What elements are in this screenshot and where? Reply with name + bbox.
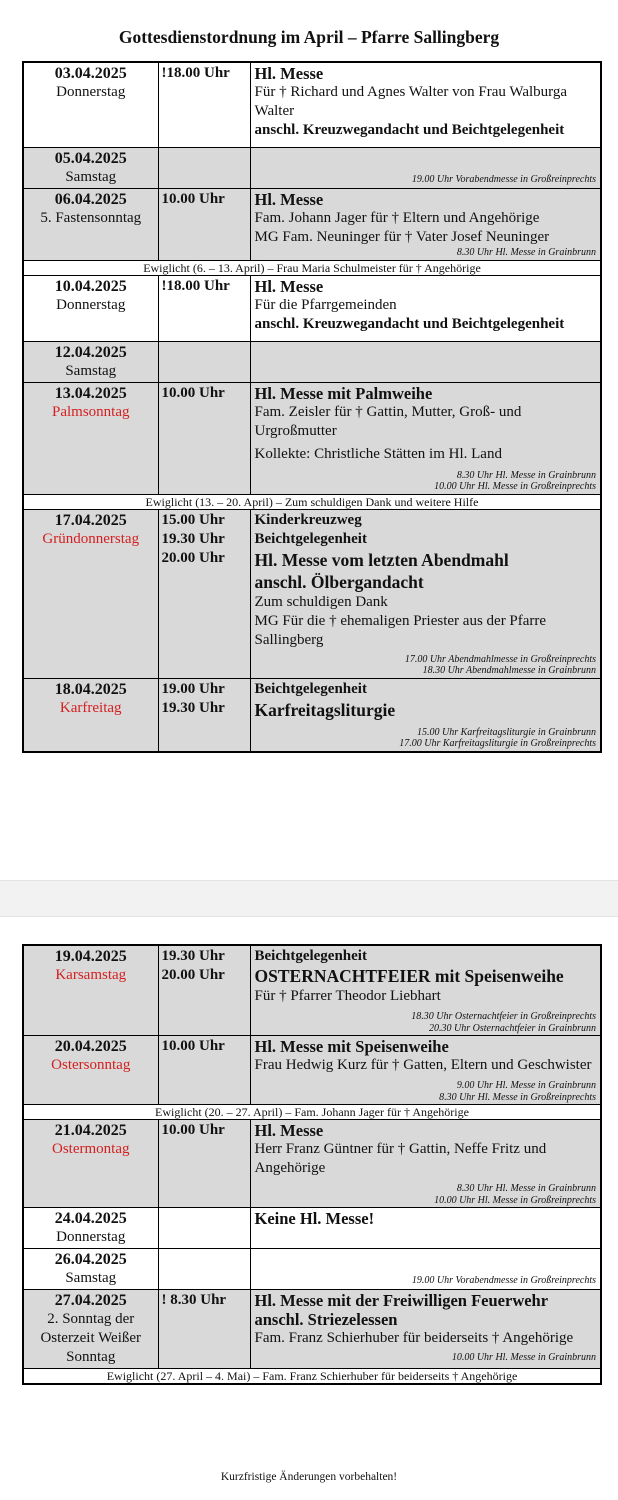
other-parish-note: 19.00 Uhr Vorabendmesse in Großreinprechts [411, 1275, 596, 1286]
ewiglicht-row [23, 1105, 601, 1120]
table-row [23, 1290, 601, 1369]
service-title: Hl. Messe vom letzten Abendmahl [254, 549, 509, 570]
time: ! 8.30 Uhr [158, 1290, 250, 1369]
service-title: Hl. Messe mit der Freiwilligen Feuerwehr [254, 1291, 549, 1310]
service-title: Hl. Messe mit Palmweihe [254, 383, 433, 403]
ewiglicht-text: Ewiglicht (6. – 13. April) – Frau Maria Schulmeister für † Angehörige [23, 260, 601, 275]
service-note: anschl. Kreuzwegandacht und Beichtgelegenheit [254, 315, 565, 332]
time: 10.00 Uhr [158, 1120, 250, 1208]
date: 20.04.2025 [54, 1038, 127, 1055]
weekday: Donnerstag [56, 296, 126, 313]
weekday: Samstag [65, 169, 117, 185]
intention: Zum schuldigen Dank [254, 593, 388, 610]
date: 18.04.2025 [54, 680, 127, 698]
date: 17.04.2025 [54, 511, 127, 529]
other-parish-note: 10.00 Uhr Hl. Messe in Großreinprechts [434, 481, 596, 492]
page-two [0, 915, 618, 1500]
table-row [23, 509, 601, 678]
weekday: Samstag [65, 362, 117, 379]
time: 19.30 Uhr [161, 948, 225, 964]
service-title: Hl. Messe [254, 276, 324, 296]
other-parish-note: 8.30 Uhr Hl. Messe in Grainbrunn [456, 1183, 596, 1194]
time: 10.00 Uhr [158, 189, 250, 261]
schedule-table [22, 61, 602, 753]
weekday: Ostersonntag [51, 1057, 131, 1073]
other-parish-note: 8.30 Uhr Hl. Messe in Grainbrunn [456, 247, 596, 258]
table-row [23, 62, 601, 148]
weekday: 5. Fastensonntag [40, 210, 142, 226]
weekday: Samstag [65, 1270, 117, 1286]
table-row [23, 678, 601, 752]
service-title: Keine Hl. Messe! [254, 1209, 375, 1228]
time: 15.00 Uhr [161, 511, 225, 528]
page-title: Gottesdienstordnung im April – Pfarre Sallingberg [118, 27, 500, 47]
table-row [23, 1249, 601, 1290]
other-parish-note: 19.00 Uhr Vorabendmesse in Großreinprechts [411, 174, 596, 185]
table-row [23, 275, 601, 341]
table-row [23, 148, 601, 189]
intention: Herr Franz Güntner für † Gattin, Neffe Fritz und Angehörige [254, 1141, 547, 1176]
time: 19.30 Uhr [161, 699, 225, 716]
time: !18.00 Uhr [158, 62, 250, 148]
other-parish-note: 20.30 Uhr Osternachtfeier in Grainbrunn [429, 1022, 596, 1034]
date: 19.04.2025 [54, 948, 127, 965]
date: 13.04.2025 [54, 384, 127, 402]
page-separator [0, 880, 618, 917]
other-parish-note: 18.30 Uhr Abendmahlmesse in Grainbrunn [422, 665, 596, 676]
time: 10.00 Uhr [158, 1036, 250, 1105]
time: 10.00 Uhr [158, 382, 250, 494]
footer-note: Kurzfristige Änderungen vorbehalten! [220, 1471, 398, 1483]
weekday: Donnerstag [56, 84, 126, 100]
time: 20.00 Uhr [161, 549, 225, 566]
other-parish-note: 8.30 Uhr Hl. Messe in Großreinprechts [439, 1091, 596, 1103]
table-row [23, 1036, 601, 1105]
ewiglicht-row [23, 1369, 601, 1385]
intention: MG Für die † ehemaligen Priester aus der Pfarre Sallingberg [254, 612, 547, 648]
service-title: Kinderkreuzweg [254, 511, 362, 528]
date: 26.04.2025 [54, 1251, 127, 1268]
weekday: Palmsonntag [52, 403, 130, 420]
ewiglicht-text: Ewiglicht (20. – 27. April) – Fam. Johann Jager für † Angehörige [23, 1105, 601, 1120]
time: 19.00 Uhr [161, 680, 225, 697]
service-title: Beichtgelegenheit [254, 530, 367, 547]
ewiglicht-row [23, 494, 601, 509]
service-note: anschl. Striezelessen [254, 1310, 398, 1329]
service-title: Hl. Messe mit Speisenweihe [254, 1037, 449, 1056]
intention: Für † Richard und Agnes Walter von Frau Walburga Walter [254, 84, 568, 119]
other-parish-note: 17.00 Uhr Abendmahlmesse in Großreinprechts [404, 653, 596, 665]
table-row [23, 382, 601, 494]
service-title: Hl. Messe [254, 64, 324, 83]
date: 21.04.2025 [54, 1122, 127, 1139]
intention: Fam. Johann Jager für † Eltern und Angehörige [254, 210, 540, 226]
table-row [23, 341, 601, 382]
intention: Für † Pfarrer Theodor Liebhart [254, 988, 441, 1004]
intention: Für die Pfarrgemeinden [254, 296, 397, 313]
service-title: Hl. Messe [254, 190, 324, 209]
table-row [23, 1120, 601, 1208]
table-row [23, 189, 601, 261]
date: 05.04.2025 [54, 150, 127, 167]
date: 06.04.2025 [54, 191, 127, 208]
date: 24.04.2025 [54, 1210, 127, 1227]
table-row [23, 1208, 601, 1249]
weekday: Karfreitag [59, 699, 122, 716]
service-title: Beichtgelegenheit [254, 680, 367, 697]
time: !18.00 Uhr [158, 275, 250, 341]
ewiglicht-row [23, 260, 601, 275]
ewiglicht-text: Ewiglicht (27. April – 4. Mai) – Fam. Franz Schierhuber für beiderseits † Angehörige [23, 1369, 601, 1385]
service-title: Hl. Messe [254, 1121, 324, 1140]
intention: Frau Hedwig Kurz für † Gatten, Eltern und Geschwister [254, 1057, 592, 1073]
service-note: anschl. Ölbergandacht [254, 571, 424, 592]
weekday: Donnerstag [56, 1229, 126, 1245]
date: 03.04.2025 [54, 65, 127, 82]
service-note: anschl. Kreuzwegandacht und Beichtgelegenheit [254, 122, 565, 138]
time: 19.30 Uhr [161, 530, 225, 547]
service-title: OSTERNACHTFEIER mit Speisenweihe [254, 966, 564, 986]
other-parish-note: 9.00 Uhr Hl. Messe in Grainbrunn [456, 1080, 596, 1091]
intention: Fam. Zeisler für † Gattin, Mutter, Groß- und Urgroßmutter [254, 403, 522, 439]
other-parish-note: 18.30 Uhr Osternachtfeier in Großreinprechts [411, 1011, 596, 1022]
other-parish-note: 17.00 Uhr Karfreitagsliturgie in Großreinprechts [399, 738, 596, 749]
weekday: 2. Sonntag der Osterzeit Weißer Sonntag [40, 1311, 142, 1365]
date: 27.04.2025 [54, 1292, 127, 1309]
service-title: Beichtgelegenheit [254, 948, 367, 964]
intention: MG Fam. Neuninger für † Vater Josef Neuninger [254, 229, 550, 245]
other-parish-note: 15.00 Uhr Karfreitagsliturgie in Grainbrunn [417, 726, 596, 738]
date: 12.04.2025 [54, 343, 127, 361]
weekday: Karsamstag [55, 967, 127, 983]
collection-note: Kollekte: Christliche Stätten im Hl. Land [254, 445, 502, 462]
schedule-table [22, 944, 602, 1385]
other-parish-note: 10.00 Uhr Hl. Messe in Grainbrunn [451, 1352, 596, 1363]
other-parish-note: 10.00 Uhr Hl. Messe in Großreinprechts [434, 1194, 596, 1206]
weekday: Gründonnerstag [42, 530, 140, 547]
intention: Fam. Franz Schierhuber für beiderseits † Angehörige [254, 1330, 574, 1346]
time: 20.00 Uhr [161, 967, 225, 983]
service-title: Karfreitagsliturgie [254, 699, 396, 720]
table-row [23, 945, 601, 1036]
other-parish-note: 8.30 Uhr Hl. Messe in Grainbrunn [456, 469, 596, 481]
weekday: Ostermontag [52, 1141, 130, 1157]
date: 10.04.2025 [54, 277, 127, 295]
ewiglicht-text: Ewiglicht (13. – 20. April) – Zum schuldigen Dank und weitere Hilfe [23, 494, 601, 509]
